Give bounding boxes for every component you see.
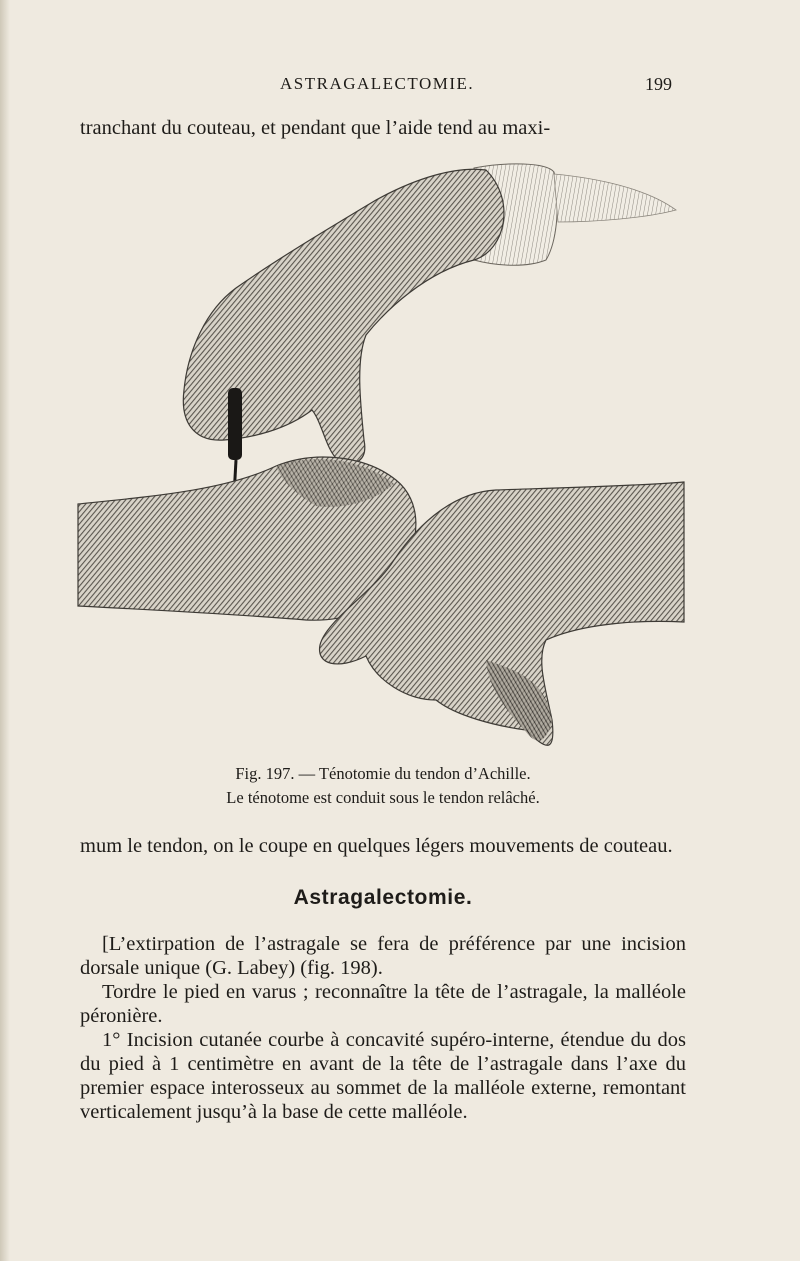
running-header — [80, 74, 672, 100]
figure-caption — [80, 762, 686, 810]
text-line-top: tranchant du couteau, et pendant que l’aide tend au maxi- — [80, 117, 551, 139]
page-number: 199 — [645, 74, 672, 94]
continuation-paragraph: mum le tendon, on le coupe en quelques légers mouvements de couteau. — [80, 835, 673, 857]
figure-illustration — [76, 160, 688, 754]
paragraph: 1° Incision cutanée courbe à concavité supéro-interne, étendue du dos du pied à 1 centimètre en avant de la tête de l’astragale dans l’axe du premier espace interosseux au sommet de la malléole externe, remontant verticalement jusqu’à la base de cette malléole. — [80, 1029, 686, 1123]
paragraph: [L’extirpation de l’astragale se fera de préférence par une incision dorsale unique (G. Labey) (fig. 198). — [80, 933, 686, 979]
section-heading: Astragalectomie. — [293, 886, 473, 909]
caption-line-2: Le ténotome est conduit sous le tendon relâché. — [226, 788, 540, 807]
running-title: ASTRAGALECTOMIE. — [280, 74, 475, 93]
body-text — [80, 932, 686, 1124]
page-edge — [0, 0, 10, 1261]
caption-line-1: Fig. 197. — Ténotomie du tendon d’Achille. — [235, 764, 531, 783]
paragraph: Tordre le pied en varus ; reconnaître la tête de l’astragale, la malléole péronière. — [80, 981, 686, 1027]
